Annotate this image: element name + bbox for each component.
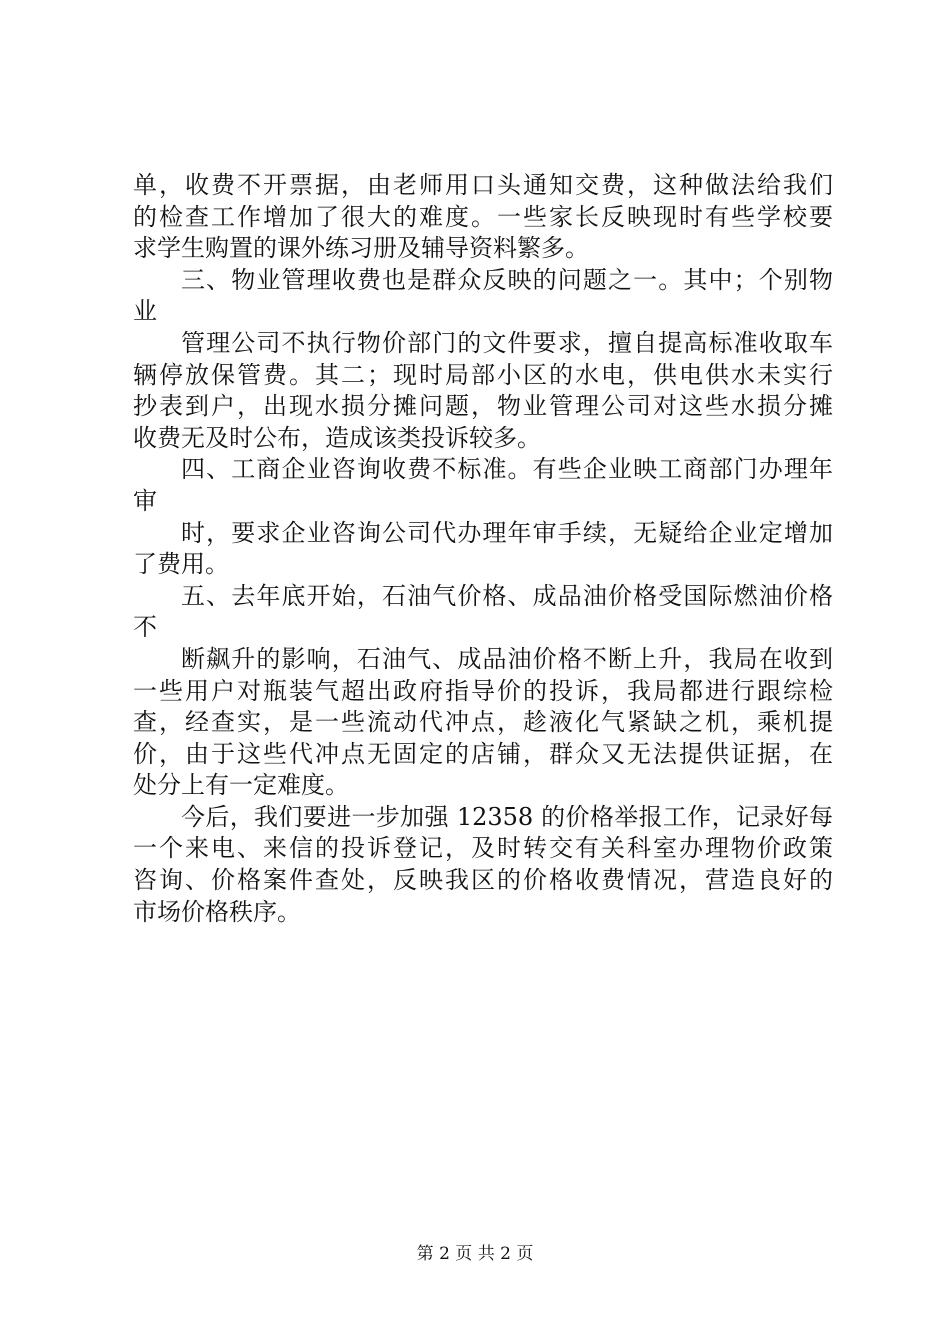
document-body (133, 170, 833, 928)
text-line: 五、去年底开始，石油气价格、成品油价格受国际燃油价格 (181, 581, 833, 610)
text-line: 三、物业管理收费也是群众反映的问题之一。其中；个别物 (181, 265, 833, 294)
text-line: 处分上有一定难度。 (133, 771, 349, 800)
text-line: 时，要求企业咨询公司代办理年审手续，无疑给企业定增加 (181, 518, 833, 547)
text-line: 了费用。 (133, 550, 229, 579)
text-line: 业 (133, 297, 157, 326)
text-line: 咨询、价格案件查处，反映我区的价格收费情况，营造良好的 (133, 866, 833, 895)
text-line: 一个来电、来信的投诉登记，及时转交有关科室办理物价政策 (133, 834, 833, 863)
text-line: 今后，我们要进一步加强 12358 的价格举报工作，记录好每 (181, 802, 833, 831)
text-line: 管理公司不执行物价部门的文件要求，擅自提高标准收取车 (181, 328, 833, 357)
text-line: 四、工商企业咨询收费不标准。有些企业映工商部门办理年 (181, 455, 833, 484)
text-line: 价，由于这些代冲点无固定的店铺，群众又无法提供证据，在 (133, 739, 833, 768)
text-line: 审 (133, 486, 157, 515)
page-footer: 第 2 页 共 2 页 (416, 1244, 534, 1264)
text-line: 断飙升的影响，石油气、成品油价格不断上升，我局在收到 (181, 644, 833, 673)
text-line: 辆停放保管费。其二；现时局部小区的水电，供电供水未实行 (133, 360, 833, 389)
text-line: 查，经查实，是一些流动代冲点，趁液化气紧缺之机，乘机提 (133, 708, 833, 737)
text-line: 抄表到户，出现水损分摊问题，物业管理公司对这些水损分摊 (133, 392, 833, 421)
text-line: 的检查工作增加了很大的难度。一些家长反映现时有些学校要 (133, 202, 833, 231)
text-line: 单，收费不开票据，由老师用口头通知交费，这种做法给我们 (133, 171, 833, 199)
text-line: 市场价格秩序。 (133, 897, 301, 926)
text-line: 一些用户对瓶装气超出政府指导价的投诉，我局都进行跟综检 (133, 676, 833, 705)
text-line: 不 (133, 613, 157, 642)
text-line: 收费无及时公布，造成该类投诉较多。 (133, 423, 541, 452)
text-line: 求学生购置的课外练习册及辅导资料繁多。 (133, 234, 589, 263)
